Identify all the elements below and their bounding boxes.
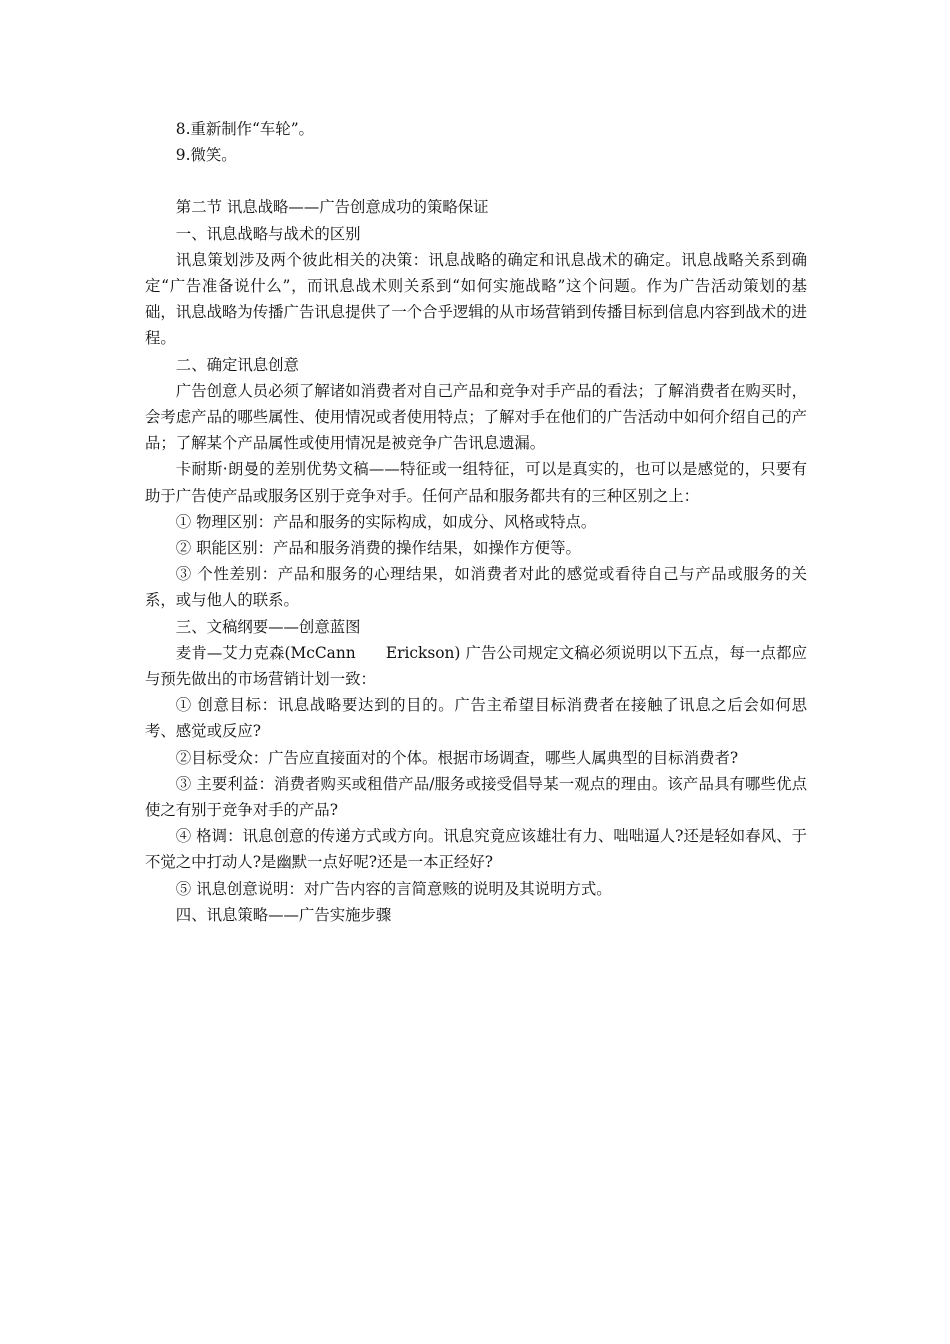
part2-heading: 二、确定讯息创意 (175, 355, 299, 374)
part1-heading: 一、讯息战略与战术的区别 (175, 224, 361, 243)
list-item: ④ 格调：讯息创意的传递方式或方向。讯息究竟应该雄壮有力、咄咄逼人?还是轻如春风、于不觉之中打动人?是幽默一点好呢?还是一本正经好? (145, 827, 807, 872)
list-item: 8.重新制作“车轮”。 (175, 120, 314, 138)
list-item: ③ 个性差别：产品和服务的心理结果，如消费者对此的感觉或看待自己与产品或服务的关系，或与他人的联系。 (145, 565, 807, 610)
part4-heading: 四、讯息策略——广告实施步骤 (175, 905, 392, 924)
part3-intro (145, 640, 807, 692)
part3-heading: 三、文稿纲要——创意蓝图 (175, 617, 361, 636)
spacer (145, 168, 807, 194)
list-item: ① 物理区别：产品和服务的实际构成，如成分、风格或特点。 (175, 512, 597, 531)
list-item: ⑤ 讯息创意说明：对广告内容的言简意赅的说明及其说明方式。 (175, 879, 612, 898)
part2-paragraph: 广告创意人员必须了解诸如消费者对自己产品和竞争对手产品的看法；了解消费者在购买时，会考虑产品的哪些属性、使用情况或者使用特点；了解对手在他们的广告活动中如何介绍自己的产品；了解某个产品属性或使用情况是被竞争广告讯息遗漏。 (145, 381, 807, 453)
section-title: 第二节 讯息战略——广告创意成功的策略保证 (175, 198, 489, 217)
list-item: 9.微笑。 (175, 146, 237, 165)
list-item: ③ 主要利益：消费者购买或租借产品/服务或接受倡导某一观点的理由。该产品具有哪些优点使之有别于竞争对手的产品? (145, 774, 807, 820)
part1-paragraph: 讯息策划涉及两个彼此相关的决策：讯息战略的确定和讯息战术的确定。讯息战略关系到确定“广告准备说什么”，而讯息战术则关系到“如何实施战略”这个问题。作为广告活动策划的基础，讯息战略为传播广告讯息提供了一个合乎逻辑的从市场营销到传播目标到信息内容到战术的进程。 (145, 250, 807, 348)
list-item: ②目标受众：广告应直接面对的个体。根据市场调查，哪些人属典型的目标消费者? (175, 748, 739, 767)
part2-paragraph: 卡耐斯·朗曼的差别优势文稿——特征或一组特征，可以是真实的，也可以是感觉的，只要有助于广告使产品或服务区别于竞争对手。任何产品和服务都共有的三种区别之上： (145, 460, 807, 505)
document-page (145, 116, 807, 928)
list-item: ① 创意目标：讯息战略要达到的目的。广告主希望目标消费者在接触了讯息之后会如何思考、感觉或反应? (145, 696, 807, 741)
part3-intro-before: 麦肯—艾力克森(McCann (175, 643, 356, 662)
list-item: ② 职能区别：产品和服务消费的操作结果，如操作方便等。 (175, 539, 581, 558)
part3-intro-after: Erickson) 广告公司规定文稿必须说明以下五点，每一点都应与预先做出的市场营销计划一致： (145, 643, 807, 689)
